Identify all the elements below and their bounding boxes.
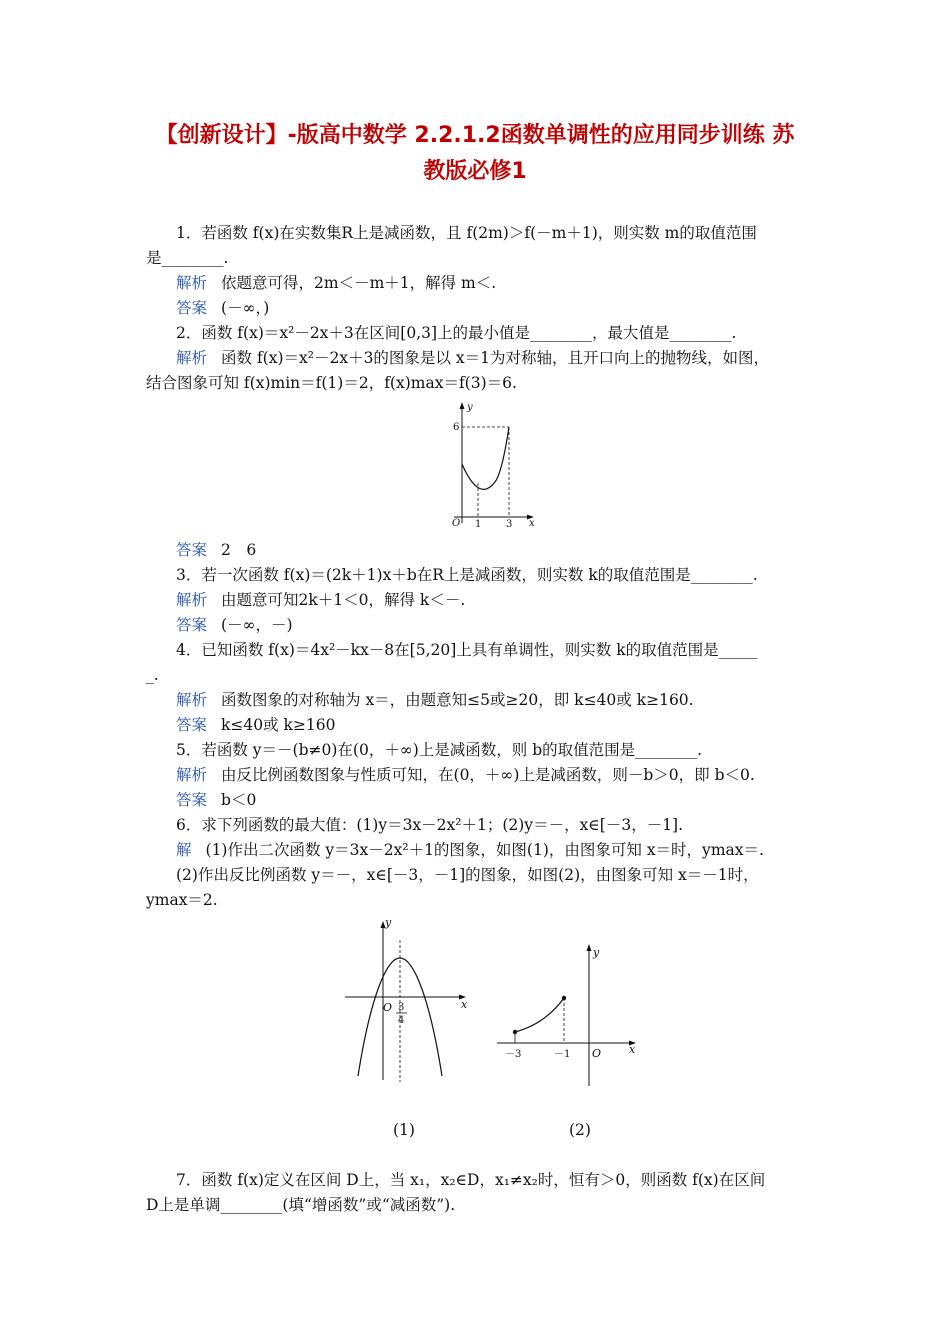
q6-line-1: 6．求下列函数的最大值：(1)y＝3x－2x²＋1；(2)y＝－，x∈[－3，－1]. — [176, 816, 684, 834]
origin-label: O — [592, 1047, 602, 1060]
q2-answer-text: 2 6 — [221, 541, 257, 559]
q6-figure-2 — [492, 938, 642, 1088]
q1-answer-text: (－∞，) — [221, 299, 270, 317]
analysis-label: 解析 — [176, 349, 208, 367]
answer-label: 答案 — [176, 716, 208, 734]
y-axis-label: y — [467, 402, 473, 413]
q2-analysis-text: 函数 f(x)＝x²－2x＋3的图象是以 x＝1为对称轴，且开口向上的抛物线，如图， — [221, 349, 769, 367]
q2-line-1: 2．函数 f(x)＝x²－2x＋3在区间[0,3]上的最小值是________，最大值是________. — [176, 324, 737, 342]
x-axis-label: x — [461, 998, 468, 1011]
q1-analysis — [176, 273, 496, 293]
q4-answer — [176, 715, 336, 735]
parabola-curve — [462, 427, 509, 489]
answer-label: 答案 — [176, 299, 208, 317]
q4-line-1: 4．已知函数 f(x)＝4x²－kx－8在[5,20]上具有单调性，则实数 k的取值范围是_____ — [176, 641, 758, 659]
q6-line-3: (2)作出反比例函数 y＝－，x∈[－3，－1]的图象，如图(2)，由图象可知 x＝－1时， — [176, 866, 759, 884]
figure-2-caption: (2) — [569, 1121, 591, 1139]
q5-answer-text: b＜0 — [221, 791, 257, 809]
y-axis-label: y — [593, 946, 600, 959]
q2-answer — [176, 540, 256, 560]
q1-answer — [176, 298, 269, 318]
title-line-2: 教版必修1 — [423, 159, 527, 184]
q5-answer — [176, 790, 256, 810]
q4-analysis-text: 函数图象的对称轴为 x＝，由题意知≤5或≥20，即 k≤40或 k≥160. — [221, 691, 694, 709]
x-axis-label: x — [529, 518, 535, 529]
tick-minus-1: －1 — [554, 1049, 571, 1060]
q3-analysis-text: 由题意可知2k＋1＜0，解得 k＜－. — [221, 591, 466, 609]
x-axis-label: x — [629, 1043, 636, 1056]
fraction-numerator: 3 — [398, 1002, 405, 1013]
q2-parabola-figure — [440, 398, 550, 533]
y-axis-label: y — [385, 916, 392, 929]
q1-line-2: 是________. — [146, 249, 229, 267]
q3-analysis — [176, 590, 465, 610]
q3-answer — [176, 615, 293, 635]
answer-label: 答案 — [176, 541, 208, 559]
analysis-label: 解析 — [176, 591, 208, 609]
solution-label: 解 — [176, 841, 192, 859]
q4-analysis — [176, 690, 694, 710]
tick-1-label: 1 — [475, 519, 482, 530]
q5-line-1: 5．若函数 y＝－(b≠0)在(0，＋∞)上是减函数，则 b的取值范围是________. — [176, 741, 703, 759]
q1-line-1: 1．若函数 f(x)在实数集R上是减函数，且 f(2m)＞f(－m＋1)，则实数 m的取值范围 — [176, 224, 757, 242]
analysis-label: 解析 — [176, 274, 208, 292]
q4-answer-text: k≤40或 k≥160 — [221, 716, 336, 734]
q5-analysis — [176, 765, 755, 785]
q6-solution — [176, 840, 764, 860]
q2-analysis — [176, 348, 769, 368]
fraction-denominator: 4 — [398, 1015, 405, 1026]
q6-solution-text: (1)作出二次函数 y＝3x－2x²＋1的图象，如图(1)，由图象可知 x＝时，ymax＝. — [205, 841, 764, 859]
title-line-1: 【创新设计】-版高中数学 2.2.1.2函数单调性的应用同步训练 苏 — [155, 123, 795, 148]
q7-line-1: 7．函数 f(x)定义在区间 D上，当 x₁，x₂∈D，x₁≠x₂时，恒有＞0，则函数 f(x)在区间 — [176, 1171, 766, 1189]
q5-analysis-text: 由反比例函数图象与性质可知，在(0，＋∞)上是减函数，则－b＞0，即 b＜0. — [221, 766, 755, 784]
q1-analysis-text: 依题意可得，2m＜－m＋1，解得 m＜. — [221, 274, 497, 292]
q3-line-1: 3．若一次函数 f(x)＝(2k＋1)x＋b在R上是减函数，则实数 k的取值范围是________. — [176, 566, 758, 584]
analysis-label: 解析 — [176, 766, 208, 784]
tick-minus-3: －3 — [505, 1049, 522, 1060]
q6-line-4: ymax＝2. — [146, 891, 218, 909]
answer-label: 答案 — [176, 791, 208, 809]
hyperbola-segment — [515, 998, 564, 1032]
q2-analysis-2: 结合图象可知 f(x)min＝f(1)＝2，f(x)max＝f(3)＝6. — [146, 374, 517, 392]
origin-label: O — [383, 1001, 393, 1014]
analysis-label: 解析 — [176, 691, 208, 709]
q6-figure-1 — [340, 910, 480, 1085]
origin-label: O — [452, 518, 461, 529]
figure-1-caption: (1) — [393, 1121, 415, 1139]
answer-label: 答案 — [176, 616, 208, 634]
q4-line-2: _. — [146, 666, 159, 684]
document-title — [130, 118, 820, 190]
tick-3-label: 3 — [506, 519, 513, 530]
q3-answer-text: (－∞，－) — [221, 616, 293, 634]
q7-line-2: D上是单调________(填“增函数”或“减函数”). — [146, 1196, 456, 1214]
tick-6-label: 6 — [453, 422, 460, 433]
